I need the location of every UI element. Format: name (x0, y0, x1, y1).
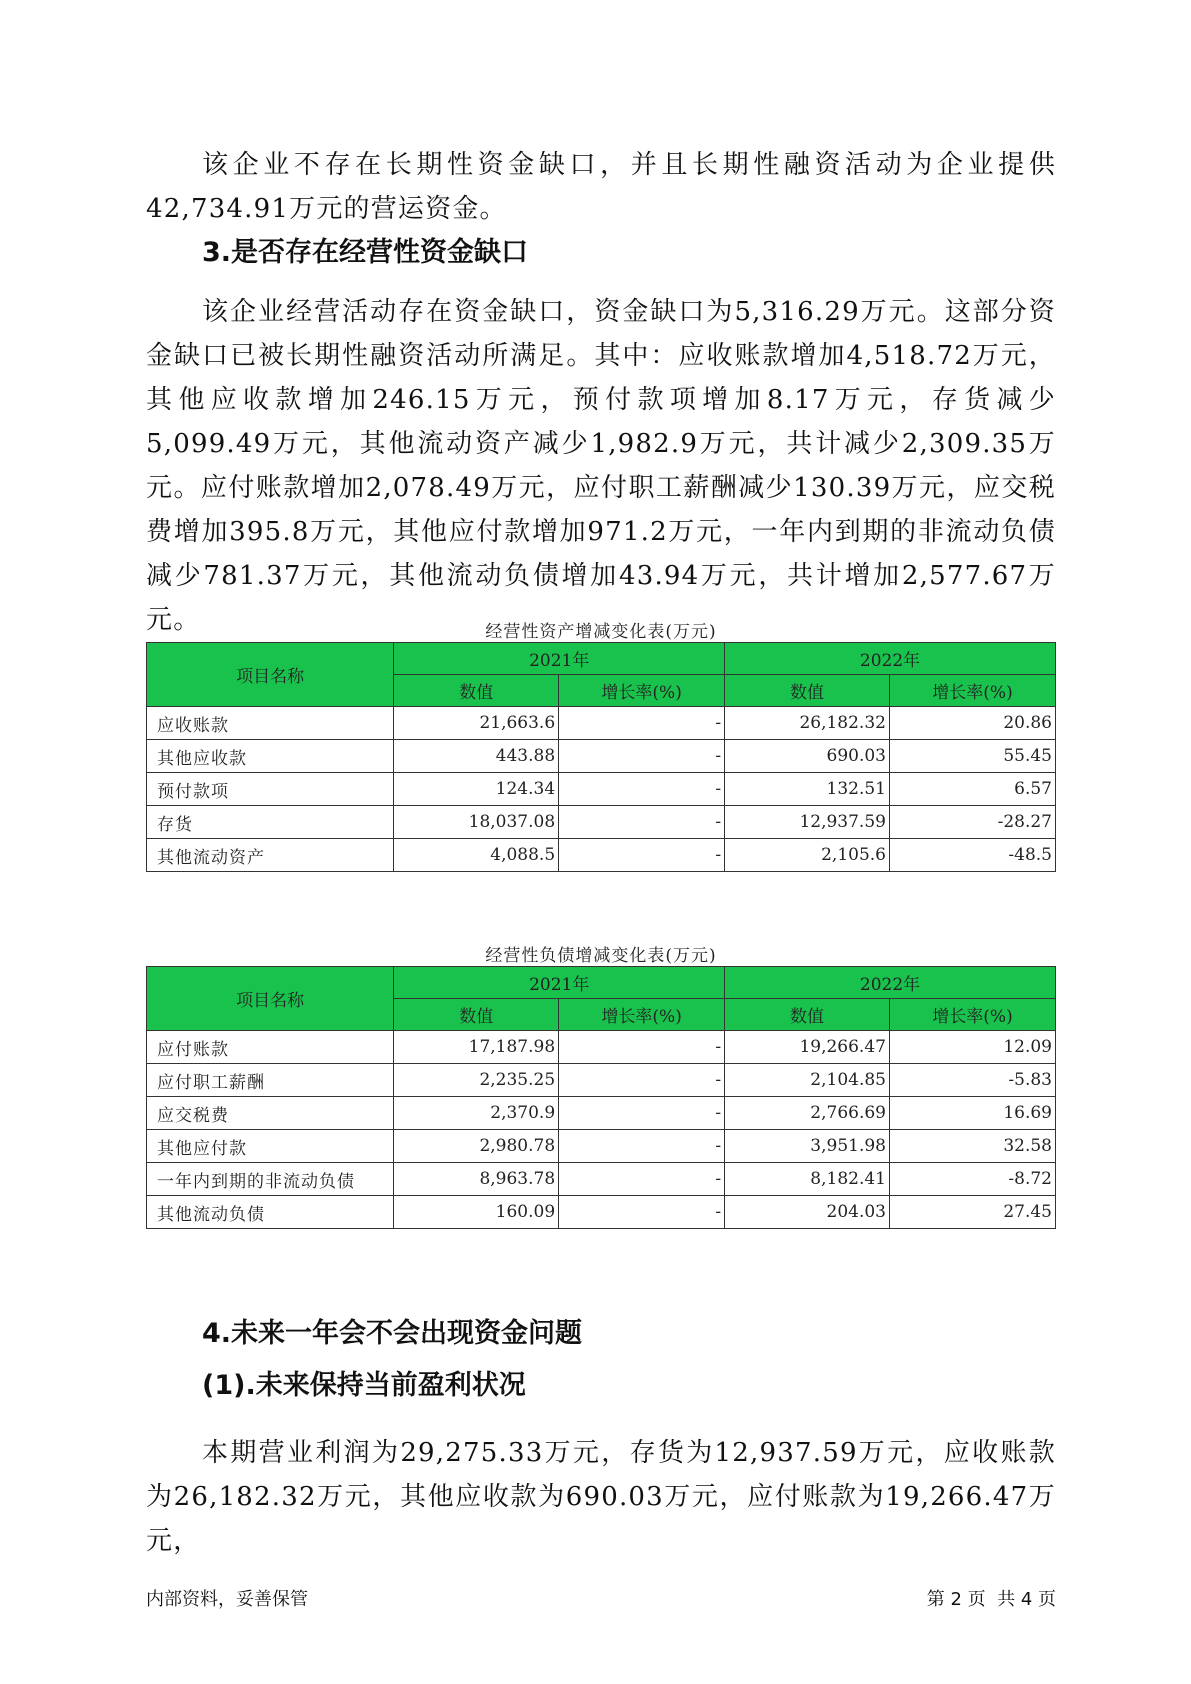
paragraph-operating-profit: 本期营业利润为29,275.33万元，存货为12,937.59万元，应收账款为26,182.32万元，其他应收款为690.03万元，应付账款为19,266.47万元， (146, 1438, 1056, 1556)
value-2022: 2,104.85 (725, 1064, 890, 1097)
table-row (147, 1097, 1056, 1130)
growth-2022: -8.72 (889, 1163, 1055, 1196)
row-name: 存货 (147, 806, 394, 839)
growth-2021: - (559, 1196, 725, 1229)
growth-2021: - (559, 773, 725, 806)
row-name: 应收账款 (147, 707, 394, 740)
liability-table-caption: 经营性负债增减变化表(万元) (485, 946, 717, 966)
table-row (147, 1196, 1056, 1229)
table-row (147, 707, 1056, 740)
value-2021: 8,963.78 (394, 1163, 559, 1196)
growth-2021: - (559, 707, 725, 740)
header-year-2022: 2022年 (725, 643, 1056, 675)
header-growth-2022: 增长率(%) (889, 999, 1055, 1031)
value-2021: 160.09 (394, 1196, 559, 1229)
table-row (147, 1130, 1056, 1163)
footer-confidential-note: 内部资料，妥善保管 (146, 1589, 308, 1610)
value-2021: 21,663.6 (394, 707, 559, 740)
header-value-2022: 数值 (725, 999, 890, 1031)
table-row (147, 1163, 1056, 1196)
growth-2021: - (559, 839, 725, 872)
value-2021: 18,037.08 (394, 806, 559, 839)
row-name: 预付款项 (147, 773, 394, 806)
heading-operating-funding-gap: 3.是否存在经营性资金缺口 (202, 237, 529, 268)
row-name: 应付账款 (147, 1031, 394, 1064)
growth-2021: - (559, 806, 725, 839)
value-2021: 443.88 (394, 740, 559, 773)
growth-2021: - (559, 1031, 725, 1064)
growth-2022: 6.57 (889, 773, 1055, 806)
growth-2022: 16.69 (889, 1097, 1055, 1130)
header-value-2021: 数值 (394, 999, 559, 1031)
value-2021: 124.34 (394, 773, 559, 806)
header-value-2022: 数值 (725, 675, 890, 707)
growth-2021: - (559, 740, 725, 773)
growth-2021: - (559, 1163, 725, 1196)
value-2021: 17,187.98 (394, 1031, 559, 1064)
value-2022: 3,951.98 (725, 1130, 890, 1163)
growth-2021: - (559, 1097, 725, 1130)
value-2022: 2,105.6 (725, 839, 890, 872)
liability-change-table (146, 966, 1056, 1229)
footer-page-number: 第 2 页 共 4 页 (926, 1589, 1056, 1610)
row-name: 应交税费 (147, 1097, 394, 1130)
growth-2022: -28.27 (889, 806, 1055, 839)
header-year-2021: 2021年 (394, 967, 725, 999)
table-row (147, 740, 1056, 773)
heading-next-year-funding: 4.未来一年会不会出现资金问题 (202, 1318, 583, 1349)
value-2022: 132.51 (725, 773, 890, 806)
growth-2022: 20.86 (889, 707, 1055, 740)
value-2021: 4,088.5 (394, 839, 559, 872)
header-growth-2022: 增长率(%) (889, 675, 1055, 707)
paragraph-long-term-funding: 该企业不存在长期性资金缺口，并且长期性融资活动为企业提供42,734.91万元的营运资金。 (146, 150, 1056, 224)
growth-2022: 12.09 (889, 1031, 1055, 1064)
value-2022: 2,766.69 (725, 1097, 890, 1130)
row-name: 其他流动负债 (147, 1196, 394, 1229)
growth-2021: - (559, 1130, 725, 1163)
value-2022: 19,266.47 (725, 1031, 890, 1064)
row-name: 其他流动资产 (147, 839, 394, 872)
value-2021: 2,370.9 (394, 1097, 559, 1130)
growth-2021: - (559, 1064, 725, 1097)
value-2022: 204.03 (725, 1196, 890, 1229)
value-2022: 690.03 (725, 740, 890, 773)
row-name: 一年内到期的非流动负债 (147, 1163, 394, 1196)
table-row (147, 1064, 1056, 1097)
header-year-2022: 2022年 (725, 967, 1056, 999)
header-item-name: 项目名称 (147, 643, 394, 707)
growth-2022: 32.58 (889, 1130, 1055, 1163)
table-row (147, 806, 1056, 839)
header-value-2021: 数值 (394, 675, 559, 707)
value-2021: 2,235.25 (394, 1064, 559, 1097)
value-2021: 2,980.78 (394, 1130, 559, 1163)
value-2022: 26,182.32 (725, 707, 890, 740)
heading-current-profitability: (1).未来保持当前盈利状况 (202, 1370, 526, 1401)
header-year-2021: 2021年 (394, 643, 725, 675)
row-name: 其他应付款 (147, 1130, 394, 1163)
header-growth-2021: 增长率(%) (559, 675, 725, 707)
header-item-name: 项目名称 (147, 967, 394, 1031)
growth-2022: 55.45 (889, 740, 1055, 773)
value-2022: 8,182.41 (725, 1163, 890, 1196)
growth-2022: 27.45 (889, 1196, 1055, 1229)
table-row (147, 839, 1056, 872)
header-growth-2021: 增长率(%) (559, 999, 725, 1031)
row-name: 应付职工薪酬 (147, 1064, 394, 1097)
growth-2022: -5.83 (889, 1064, 1055, 1097)
value-2022: 12,937.59 (725, 806, 890, 839)
growth-2022: -48.5 (889, 839, 1055, 872)
asset-change-table (146, 642, 1056, 872)
table-row (147, 1031, 1056, 1064)
row-name: 其他应收款 (147, 740, 394, 773)
asset-table-caption: 经营性资产增减变化表(万元) (485, 622, 717, 642)
paragraph-operating-funding-gap: 该企业经营活动存在资金缺口，资金缺口为5,316.29万元。这部分资金缺口已被长期性融资活动所满足。其中：应收账款增加4,518.72万元，其他应收款增加246.15万元，预付款项增加8.17万元，存货减少5,099.49万元，其他流动资产减少1,982.9万元，共计减少2,309.35万元。应付账款增加2,078.49万元，应付职工薪酬减少130.39万元，应交税费增加395.8万元，其他应付款增加971.2万元，一年内到期的非流动负债减少781.37万元，其他流动负债增加43.94万元，共计增加2,577.67万元。 (146, 297, 1056, 635)
table-row (147, 773, 1056, 806)
